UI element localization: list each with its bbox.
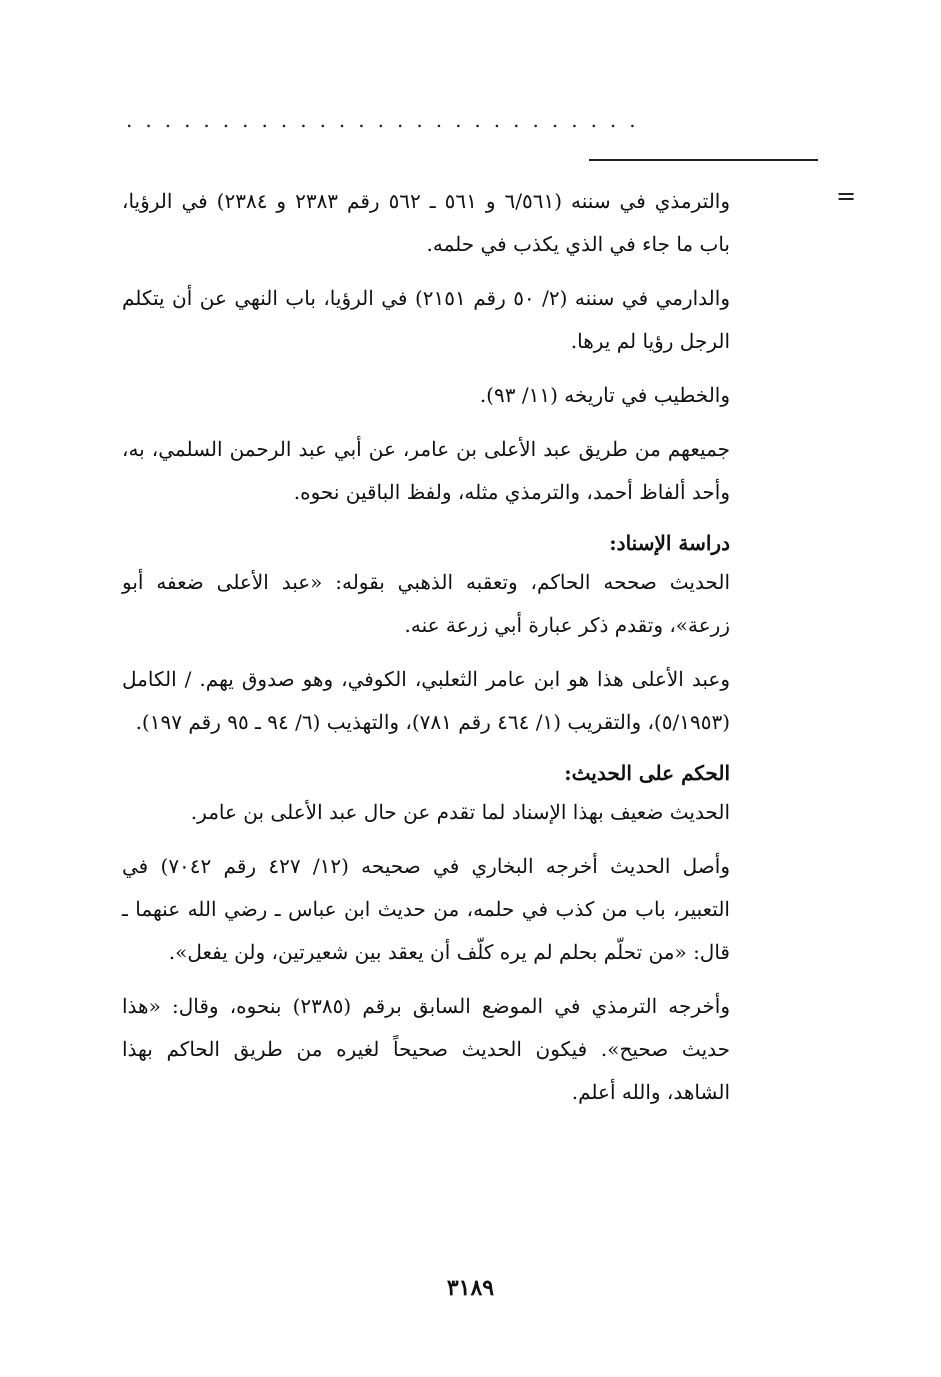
paragraph-khatib: والخطيب في تاريخه (١١/ ٩٣). — [479, 383, 730, 407]
footnote-rule — [589, 159, 818, 161]
page-body — [122, 180, 730, 1125]
continuation-marker: = — [836, 182, 857, 210]
paragraph-isnad-1: الحديث صححه الحاكم، وتعقبه الذهبي بقوله: «عبد الأعلى ضعفه أبو زرعة»، وتقدم ذكر عبارة أبي زرعة عنه. — [122, 570, 730, 637]
paragraph-ruling-1: الحديث ضعيف بهذا الإسناد لما تقدم عن حال عبد الأعلى بن عامر. — [190, 800, 730, 824]
paragraph-darimi: والدارمي في سننه (٢/ ٥٠ رقم ٢١٥١) في الرؤيا، باب النهي عن أن يتكلم الرجل رؤيا لم يرها. — [122, 286, 730, 353]
paragraph-ruling-3: وأخرجه الترمذي في الموضع السابق برقم (٢٣٨٥) بنحوه، وقال: «هذا حديث صحيح». فيكون الحديث صحيحاً لغيره من طريق الحاكم بهذا الشاهد، والله أعلم. — [122, 994, 730, 1104]
heading-hadith-ruling: الحكم على الحديث: — [564, 761, 730, 785]
paragraph-ruling-2: وأصل الحديث أخرجه البخاري في صحيحه (١٢/ ٤٢٧ رقم ٧٠٤٢) في التعبير، باب من كذب في حلمه، من حديث ابن عباس ـ رضي الله عنهما ـ قال: «من تحلّم بحلم لم يره كلّف أن يعقد بين شعيرتين، ولن يفعل». — [122, 854, 731, 964]
page-number: ٣١٨٩ — [446, 1275, 495, 1301]
dotted-separator: ........................... — [126, 110, 649, 130]
paragraph-jamiuhum: جميعهم من طريق عبد الأعلى بن عامر، عن أبي عبد الرحمن السلمي، به، وأحد ألفاظ أحمد، والترمذي مثله، ولفظ الباقين نحوه. — [122, 437, 730, 504]
paragraph-tirmidhi: والترمذي في سننه (٦/٥٦١ و ٥٦١ ـ ٥٦٢ رقم ٢٣٨٣ و ٢٣٨٤) في الرؤيا، باب ما جاء في الذي يكذب في حلمه. — [122, 189, 731, 256]
paragraph-isnad-2: وعبد الأعلى هذا هو ابن عامر الثعلبي، الكوفي، وهو صدوق يهم. / الكامل (٥/١٩٥٣)، والتقريب (١/ ٤٦٤ رقم ٧٨١)، والتهذيب (٦/ ٩٤ ـ ٩٥ رقم ١٩٧). — [122, 667, 730, 734]
heading-isnad-study: دراسة الإسناد: — [609, 531, 730, 555]
